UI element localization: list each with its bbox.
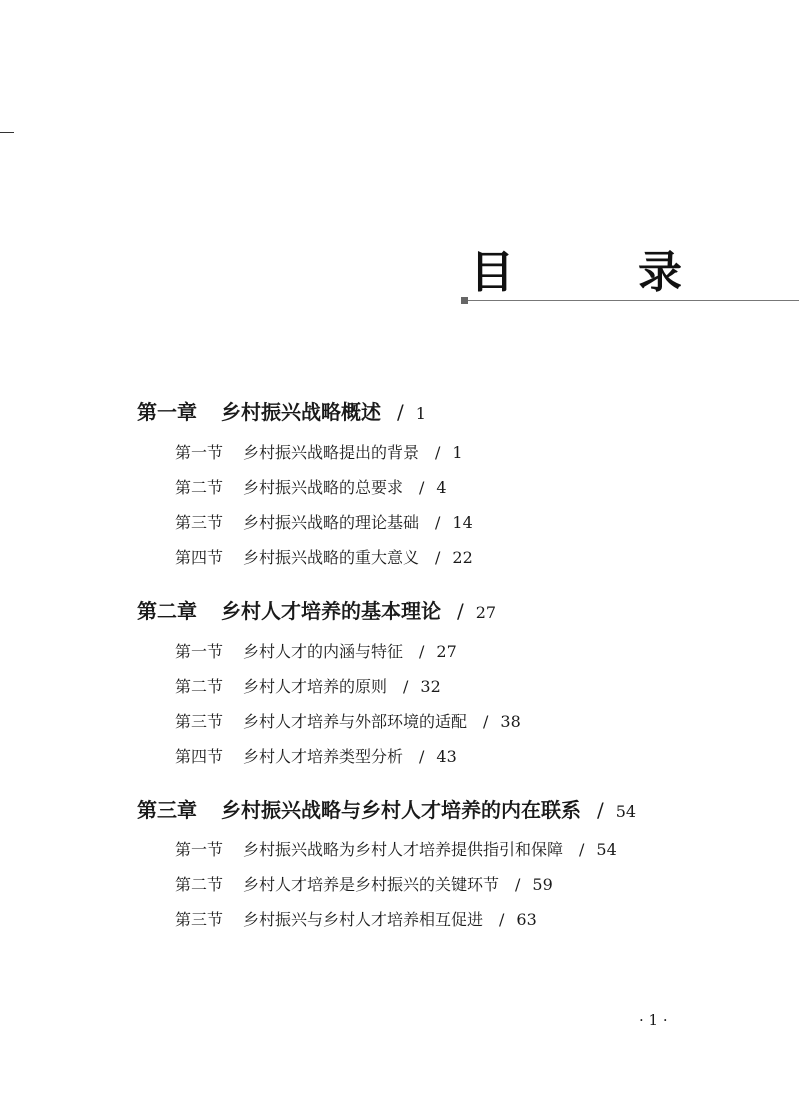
- section-title: 乡村人才培养类型分析: [243, 747, 404, 766]
- toc-section-2-4[interactable]: [175, 744, 457, 767]
- section-page: 59: [532, 875, 553, 894]
- section-title: 乡村振兴与乡村人才培养相互促进: [243, 910, 484, 929]
- section-title: 乡村振兴战略的重大意义: [243, 548, 420, 567]
- section-page: 27: [436, 642, 457, 661]
- separator: /: [397, 400, 404, 424]
- section-number: 第二节: [175, 677, 224, 696]
- chapter-number: 第一章: [137, 400, 197, 424]
- section-page: 14: [452, 513, 473, 532]
- chapter-title: 乡村人才培养的基本理论: [221, 599, 441, 623]
- section-page: 22: [452, 548, 473, 567]
- chapter-title: 乡村振兴战略与乡村人才培养的内在联系: [221, 798, 581, 822]
- section-number: 第一节: [175, 840, 224, 859]
- page-title: 目 录: [470, 247, 722, 298]
- separator: /: [435, 443, 441, 462]
- toc-chapter-3[interactable]: [137, 794, 636, 823]
- section-page: 32: [420, 677, 441, 696]
- section-title: 乡村人才培养是乡村振兴的关键环节: [243, 875, 500, 894]
- section-page: 54: [596, 840, 617, 859]
- chapter-page: 27: [475, 603, 497, 622]
- section-title: 乡村人才培养与外部环境的适配: [243, 712, 468, 731]
- chapter-title: 乡村振兴战略概述: [221, 400, 381, 424]
- page-number: · 1 ·: [639, 1011, 668, 1029]
- separator: /: [515, 875, 521, 894]
- section-page: 63: [516, 910, 537, 929]
- separator: /: [419, 747, 425, 766]
- section-number: 第四节: [175, 548, 224, 567]
- section-number: 第四节: [175, 747, 224, 766]
- toc-section-1-4[interactable]: [175, 545, 473, 568]
- toc-section-3-1[interactable]: [175, 837, 617, 860]
- toc-section-1-2[interactable]: [175, 475, 447, 498]
- separator: /: [499, 910, 505, 929]
- section-page: 4: [436, 478, 447, 497]
- chapter-page: 1: [415, 404, 426, 423]
- toc-section-3-2[interactable]: [175, 872, 553, 895]
- separator: /: [457, 599, 464, 623]
- section-number: 第三节: [175, 513, 224, 532]
- section-page: 38: [500, 712, 521, 731]
- separator: /: [435, 513, 441, 532]
- toc-section-1-3[interactable]: [175, 510, 473, 533]
- section-number: 第一节: [175, 443, 224, 462]
- chapter-number: 第三章: [137, 798, 197, 822]
- toc-chapter-1[interactable]: [137, 396, 426, 425]
- separator: /: [579, 840, 585, 859]
- section-number: 第三节: [175, 910, 224, 929]
- separator: /: [435, 548, 441, 567]
- toc-chapter-2[interactable]: [137, 595, 496, 624]
- section-number: 第二节: [175, 875, 224, 894]
- section-number: 第二节: [175, 478, 224, 497]
- section-title: 乡村人才的内涵与特征: [243, 642, 404, 661]
- section-page: 1: [452, 443, 463, 462]
- separator: /: [419, 642, 425, 661]
- toc-section-2-3[interactable]: [175, 709, 521, 732]
- toc-section-1-1[interactable]: [175, 440, 463, 463]
- toc-section-2-1[interactable]: [175, 639, 457, 662]
- section-title: 乡村振兴战略的理论基础: [243, 513, 420, 532]
- section-title: 乡村振兴战略的总要求: [243, 478, 404, 497]
- section-title: 乡村人才培养的原则: [243, 677, 388, 696]
- separator: /: [419, 478, 425, 497]
- toc-section-3-3[interactable]: [175, 907, 537, 930]
- section-title: 乡村振兴战略为乡村人才培养提供指引和保障: [243, 840, 564, 859]
- separator: /: [403, 677, 409, 696]
- section-page: 43: [436, 747, 457, 766]
- chapter-number: 第二章: [137, 599, 197, 623]
- section-title: 乡村振兴战略提出的背景: [243, 443, 420, 462]
- separator: /: [483, 712, 489, 731]
- section-number: 第三节: [175, 712, 224, 731]
- section-number: 第一节: [175, 642, 224, 661]
- chapter-page: 54: [615, 802, 637, 821]
- toc-section-2-2[interactable]: [175, 674, 441, 697]
- separator: /: [597, 798, 604, 822]
